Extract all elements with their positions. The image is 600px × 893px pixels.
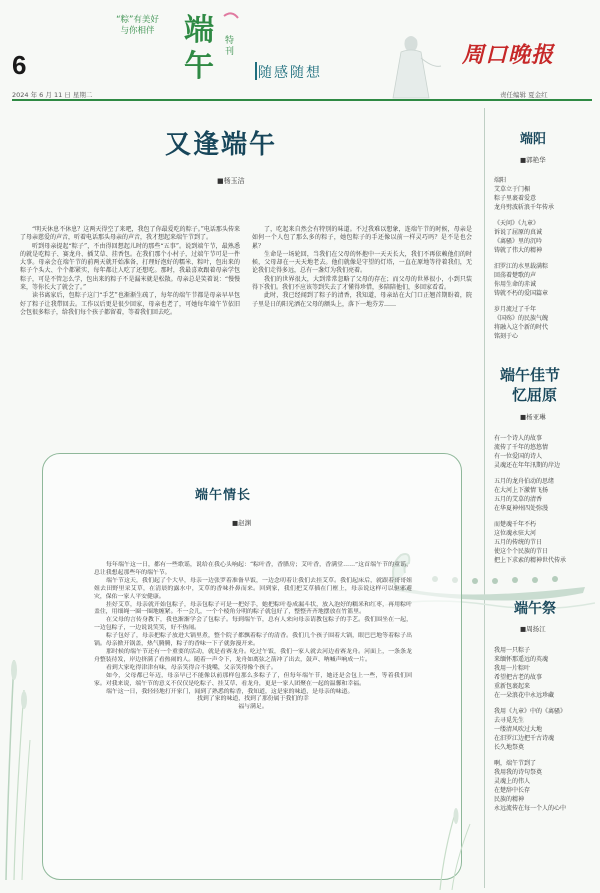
paragraph: 了，吃起来自然会有特别的味道。不过我难以想象，连端午节的时候，母亲是如何一个人包了那么多的粽子，她包粽子的手还像以前一样灵巧吗？是不是也会累？ xyxy=(252,226,472,250)
poem-line: 重新包裹起来 xyxy=(494,683,531,690)
poem-line: 铭刻于心 xyxy=(494,333,519,340)
poem-line: 这位魂永驻大河 xyxy=(494,530,537,537)
poem-2-author: ■杨亚琳 xyxy=(520,413,546,421)
reeds-illustration-bottom xyxy=(430,800,490,890)
column-divider-line xyxy=(484,108,485,888)
box-article-title: 端午情长 xyxy=(195,488,252,503)
header-rule xyxy=(12,99,592,101)
paragraph: 粽子包好了，母亲把粽子放进大锅里煮，整个院子都飘着粽子的清香。我们几个孩子围着大锅，眼巴巴地等着粽子出锅。母亲掀开锅盖，热气腾腾，粽子的香味一下子就弥漫开来。 xyxy=(94,633,412,648)
stanza-gap xyxy=(494,752,594,759)
slogan xyxy=(95,15,180,37)
poem-3-author: ■周扬江 xyxy=(520,625,546,633)
poem-line: 长久地祭奠 xyxy=(494,744,525,751)
stanza-gap xyxy=(494,212,594,219)
poem-line: 《离骚》里的沉吟 xyxy=(494,238,543,245)
poem-3-body xyxy=(494,646,594,813)
title-art-char-2: 午 xyxy=(184,49,214,84)
paragraph: 看到大家吃得津津有味，母亲笑得合不拢嘴，父亲笑得像个孩子。 xyxy=(106,664,277,671)
main-article-title: 又逢端午 xyxy=(165,130,278,160)
poem-line: 龙舟劈波斩浪千年传承 xyxy=(494,204,555,211)
poem-line: 有一位爱国的诗人 xyxy=(494,453,543,460)
poem-1-body xyxy=(494,176,594,341)
poem-line: 五月的艾草的清香 xyxy=(494,496,543,503)
paragraph: 那时候的端午节还有一个重要的活动，就是看赛龙舟。吃过午饭，我们一家人就去河边看赛龙舟。河面上，一条条龙舟整装待发，岸边挤满了看热闹的人。随着一声令下，龙舟如离弦之箭冲了出去，鼓声、呐喊声响成一片。 xyxy=(94,648,412,663)
poem-3-title: 端午祭 xyxy=(514,601,556,617)
paragraph: 生命是一场轮回，当我们在父母的怀抱中一天天长大，我们不再依赖他们的时候，父母却在一天天地老去。他们就像是守望的灯塔，一直在原地等待着我们，无论我们走得多远，总有一盏灯为我们亮着。 xyxy=(252,250,472,275)
poem-line: 将融入这个新的时代 xyxy=(494,324,549,331)
poem-line: 在一朵浪花中永远珍藏 xyxy=(494,692,555,699)
duanwu-title-art xyxy=(180,6,250,84)
poem-line: 来缅怀那遥远的英魂 xyxy=(494,656,549,663)
poem-line: 我用我的诗句祭奠 xyxy=(494,769,543,776)
paragraph: 如今，父母都已年迈，母亲早已不能像以前那样包那么多粽子了，但每年端午节，她还是会包上一些，等着我们回家。对我来说，端午节的意义不仅仅是吃粽子、挂艾草、看龙舟，更是一家人团聚在一起的温馨和幸福。 xyxy=(94,672,412,687)
poem-1-author: ■郭艳华 xyxy=(520,156,546,164)
poem-line: 我用一片粽叶 xyxy=(494,665,531,672)
poem-line: 在汨罗江边把千古诗魂 xyxy=(494,735,555,742)
paragraph: 我们的世界很大，大到常常忽略了父母的存在；而父母的世界很小，小到只装得下我们。我们不应该等到失去了才懂得珍惜，多陪陪他们，多回家看看。 xyxy=(252,275,472,292)
poem-line: 岁月流过了千年 xyxy=(494,306,537,313)
paragraph: 此时，我已经闻到了粽子的清香，我知道，母亲站在大门口正翘首期盼着，院子里是日的阳光洒在父母的额头上，落下一地芬芳…… xyxy=(252,292,472,308)
poem-line: 流传了千年的悠悠情 xyxy=(494,444,549,451)
poem-line: 铸就不朽的爱国篇章 xyxy=(494,290,549,297)
poem-line: 艾草立于门楣 xyxy=(494,186,531,193)
box-article-body xyxy=(94,562,412,712)
poem-line: 啊，端午节到了 xyxy=(494,760,537,767)
poem-line: 永远流传在每一个人的心中 xyxy=(494,805,567,812)
stanza-gap xyxy=(494,255,594,262)
poem-line: 有一个诗人的故事 xyxy=(494,435,543,442)
paragraph: 听到母亲提起“粽子”，不由得回想起儿时的那些“五事”。说到端午节，最熟悉的就是吃粽子、赛龙舟、插艾草、挂香包。在我们那个小村子，过端午节可是一件大事。母亲会在端午节的前两天就开始准备，打理好泡好的糯米、粽叶，包出来的粽子个头大、个个都紧实，每年都让人吃了还想吃。那时，我最喜欢跟着母亲学包粽子，可是不管怎么学，包出来的粽子不是漏米就是松散。母亲总是笑着说：“慢慢来，等你长大了就会了。” xyxy=(20,242,240,292)
poem-2-title-line-2: 忆屈原 xyxy=(512,386,558,404)
title-art-char-1: 端 xyxy=(184,13,214,48)
poem-line: 去寻觅先生 xyxy=(494,717,525,724)
poem-line: 五月的龙舟伯动的思绪 xyxy=(494,478,555,485)
paragraph: 端午这一日，我轻轻地打开家门，闻到了熟悉的粽香，我知道，这是家的味道，是母亲的味道。 xyxy=(106,688,354,695)
stanza-gap xyxy=(494,298,594,305)
ending-line: 福与满足。 xyxy=(238,704,268,711)
poem-line: 我用一只粽子 xyxy=(494,647,531,654)
poem-1-title: 端阳 xyxy=(520,132,547,147)
poem-line: 一缕清风吹过大地 xyxy=(494,726,543,733)
poem-line: 我用《九章》中的《离骚》 xyxy=(494,708,567,715)
masthead-logo: 周口晚报 xyxy=(462,43,555,68)
ending-line: 找到了家的味道，找到了那份属于我们的幸 xyxy=(197,696,309,703)
stanza-gap xyxy=(494,700,594,707)
page-number: 6 xyxy=(12,50,27,80)
paragraph: 在父母的言传身教下，我也渐渐学会了包粽子。每到端午节，总有人来向母亲请教包粽子的手艺。我们围坐在一起，一边包粽子，一边说说笑笑，好不热闹。 xyxy=(94,617,412,632)
poem-line: 民族的精神 xyxy=(494,796,525,803)
poem-line: 在华夏神州四处弥漫 xyxy=(494,505,549,512)
column-name: 随感随想 xyxy=(258,65,322,81)
poem-line: 使这个个民族的节日 xyxy=(494,548,549,555)
slogan-line-1: “粽”有美好 xyxy=(116,15,159,25)
poem-line: 灵魂还在年年汛期的岸边 xyxy=(494,462,561,469)
poem-line: 《天问》《九章》 xyxy=(494,220,540,227)
poem-line: 希望把古老的故事 xyxy=(494,674,543,681)
poem-line: 汨罗江的水里载满粽 xyxy=(494,263,549,270)
poem-line: 诉说了屈原的真诚 xyxy=(494,229,543,236)
stanza-gap xyxy=(494,470,594,477)
stanza-gap xyxy=(494,513,594,520)
main-article-column-1 xyxy=(20,226,240,317)
poem-line: 灵魂上的伟人 xyxy=(494,778,531,785)
date-line: 2024 年 6 月 11 日 星期二 xyxy=(12,91,93,99)
editor-line: 责任编辑 夏金红 xyxy=(500,91,548,99)
paragraph: 每年端午这一日，都有一些歌谣，说给在我心头响起：“粽叶香，香腊房；艾叶香，香满堂……”这首端午节的童谣，总让我想起那些年的端午节。 xyxy=(94,562,412,576)
poem-line: 铸就了伟大的精神 xyxy=(494,247,543,254)
poem-line: 五月的传统的节日 xyxy=(494,539,543,546)
poem-line: 在大河上下激情飞扬 xyxy=(494,487,549,494)
main-article-column-2 xyxy=(252,226,472,309)
poem-line: 粽子里裹着爱意 xyxy=(494,195,537,202)
poem-2-title xyxy=(500,365,560,405)
column-divider xyxy=(255,62,257,80)
poem-line: 把上下求索的精神世代传承 xyxy=(494,557,567,564)
paragraph: “明天休息不休息？这两天得空了来吧，我包了你最爱吃的粽子。”电话那头传来了母亲慈爱的声音，听着电话那头母亲的声音，我才想起来端午节到了。 xyxy=(20,226,240,242)
poem-line: 《国殇》的民族气魄 xyxy=(494,315,549,322)
poem-line: 在楚辞中长存 xyxy=(494,787,531,794)
paragraph: 读书离家后，包粽子这门“手艺”也渐渐生疏了，每年的端午节都是母亲早早包好了粽子让我带回去。工作以后更是很少回家，母亲也老了，可她每年端午节依旧会包很多粽子，给我们每个孩子都留着，等着我们回去吃。 xyxy=(20,292,240,316)
poem-2-title-line-1: 端午佳节 xyxy=(500,366,561,384)
special-edition-label: 特刊 xyxy=(225,36,235,57)
poem-line: 端阳 xyxy=(494,177,507,184)
main-article-author: ■杨玉洁 xyxy=(217,177,245,185)
paragraph: 端午节这天，我们起了个大早，母亲一边张罗着准备早饭，一边念叨着让我们去挂艾草。我们起床后，就跟着哥哥姐姐去田野里采艾草，在清晨的露水中，艾草的香味扑鼻而来。回到家，我们把艾草插在门框上，母亲说这样可以驱邪避灾，保佑一家人平安健康。 xyxy=(94,577,412,600)
slogan-line-2: 与你相伴 xyxy=(120,26,155,36)
poem-line: 而楚魂千年不朽 xyxy=(494,521,537,528)
reeds-illustration xyxy=(0,600,40,880)
poem-line: 回荡着楚歌的声 xyxy=(494,272,537,279)
paragraph: 挂好艾草，母亲就开始包粽子，母亲包粽子可是一把好手，她把粽叶卷成漏斗状，放入泡好的糯米和红枣，再用粽叶盖住，用细绳一圈一圈地缠紧。不一会儿，一个个棱角分明的粽子就包好了，整整齐齐地摆放在竹篮里。 xyxy=(94,601,412,616)
poet-figure-illustration xyxy=(375,28,445,100)
poem-line: 你用生命的赤诚 xyxy=(494,281,537,288)
box-article-author: ■赵渊 xyxy=(232,519,252,527)
